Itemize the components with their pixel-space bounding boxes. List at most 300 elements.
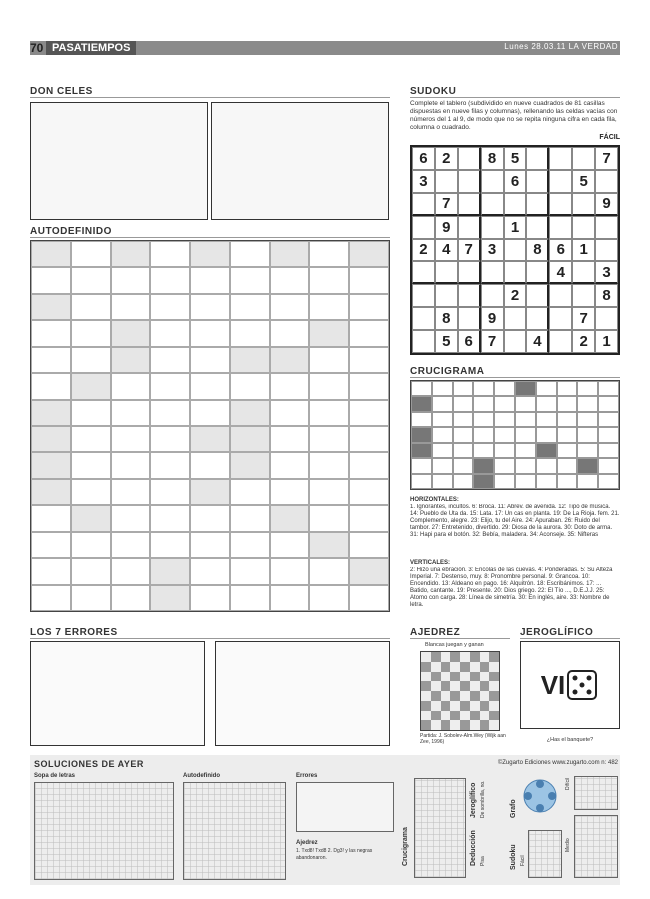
sudoku-cell[interactable] <box>526 216 549 239</box>
crucigrama-cell[interactable] <box>453 381 474 396</box>
sudoku-cell[interactable]: 4 <box>526 330 549 353</box>
crucigrama-cell[interactable] <box>515 396 536 411</box>
chess-square[interactable] <box>480 681 490 691</box>
sudoku-cell[interactable] <box>458 307 481 330</box>
sudoku-cell[interactable] <box>526 170 549 193</box>
chess-square[interactable] <box>489 711 499 721</box>
crucigrama-cell[interactable] <box>515 427 536 442</box>
chess-square[interactable] <box>431 701 441 711</box>
sudoku-cell[interactable] <box>526 261 549 284</box>
sudoku-cell[interactable] <box>549 330 572 353</box>
crucigrama-cell[interactable] <box>598 443 619 458</box>
autodefinido-cell[interactable] <box>230 532 270 558</box>
sudoku-cell[interactable] <box>595 307 618 330</box>
autodefinido-cell[interactable] <box>71 347 111 373</box>
sudoku-cell[interactable]: 5 <box>572 170 595 193</box>
crucigrama-cell[interactable] <box>453 458 474 473</box>
autodefinido-cell[interactable] <box>71 400 111 426</box>
sudoku-cell[interactable] <box>549 147 572 170</box>
sudoku-cell[interactable]: 7 <box>595 147 618 170</box>
chess-square[interactable] <box>431 662 441 672</box>
chess-square[interactable] <box>441 662 451 672</box>
sudoku-cell[interactable] <box>412 284 435 307</box>
sudoku-cell[interactable]: 6 <box>504 170 527 193</box>
sudoku-cell[interactable] <box>481 193 504 216</box>
sudoku-cell[interactable] <box>458 284 481 307</box>
crucigrama-cell[interactable] <box>598 412 619 427</box>
sudoku-cell[interactable] <box>435 284 458 307</box>
chess-square[interactable] <box>450 701 460 711</box>
autodefinido-cell[interactable] <box>349 532 389 558</box>
crucigrama-cell[interactable] <box>577 427 598 442</box>
chess-square[interactable] <box>460 711 470 721</box>
sudoku-cell[interactable] <box>504 330 527 353</box>
crucigrama-cell[interactable] <box>536 427 557 442</box>
crucigrama-cell[interactable] <box>453 474 474 489</box>
crucigrama-cell[interactable] <box>473 412 494 427</box>
chess-square[interactable] <box>441 672 451 682</box>
sudoku-cell[interactable] <box>458 170 481 193</box>
autodefinido-cell[interactable] <box>230 558 270 584</box>
sudoku-cell[interactable] <box>572 261 595 284</box>
autodefinido-cell[interactable] <box>150 426 190 452</box>
sudoku-cell[interactable]: 7 <box>481 330 504 353</box>
sudoku-cell[interactable]: 5 <box>504 147 527 170</box>
autodefinido-cell[interactable] <box>71 320 111 346</box>
crucigrama-cell[interactable] <box>536 396 557 411</box>
autodefinido-cell[interactable] <box>270 532 310 558</box>
sudoku-cell[interactable] <box>412 330 435 353</box>
crucigrama-cell[interactable] <box>598 474 619 489</box>
crucigrama-cell[interactable] <box>557 427 578 442</box>
autodefinido-cell[interactable] <box>270 452 310 478</box>
crucigrama-cell[interactable] <box>473 381 494 396</box>
crucigrama-cell[interactable] <box>432 458 453 473</box>
sudoku-cell[interactable]: 5 <box>435 330 458 353</box>
sudoku-cell[interactable] <box>458 193 481 216</box>
sudoku-cell[interactable]: 6 <box>458 330 481 353</box>
chess-board[interactable] <box>420 651 500 731</box>
sudoku-cell[interactable] <box>572 216 595 239</box>
crucigrama-cell[interactable] <box>432 474 453 489</box>
autodefinido-cell[interactable] <box>309 400 349 426</box>
sudoku-cell[interactable]: 3 <box>595 261 618 284</box>
autodefinido-cell[interactable] <box>190 320 230 346</box>
sudoku-cell[interactable]: 9 <box>435 216 458 239</box>
crucigrama-cell[interactable] <box>515 443 536 458</box>
chess-square[interactable] <box>431 681 441 691</box>
sudoku-cell[interactable] <box>481 261 504 284</box>
sudoku-cell[interactable] <box>549 170 572 193</box>
autodefinido-cell[interactable] <box>111 426 151 452</box>
autodefinido-cell[interactable] <box>349 505 389 531</box>
chess-square[interactable] <box>441 681 451 691</box>
sudoku-cell[interactable]: 8 <box>595 284 618 307</box>
autodefinido-cell[interactable] <box>349 452 389 478</box>
chess-square[interactable] <box>450 691 460 701</box>
chess-square[interactable] <box>450 652 460 662</box>
autodefinido-cell[interactable] <box>71 479 111 505</box>
crucigrama-cell[interactable] <box>557 412 578 427</box>
crucigrama-cell[interactable] <box>557 381 578 396</box>
autodefinido-cell[interactable] <box>31 558 71 584</box>
chess-square[interactable] <box>489 681 499 691</box>
autodefinido-cell[interactable] <box>71 241 111 267</box>
autodefinido-cell[interactable] <box>309 479 349 505</box>
chess-square[interactable] <box>421 691 431 701</box>
autodefinido-cell[interactable] <box>270 294 310 320</box>
autodefinido-cell[interactable] <box>309 347 349 373</box>
sudoku-cell[interactable]: 2 <box>435 147 458 170</box>
autodefinido-cell[interactable] <box>190 558 230 584</box>
autodefinido-cell[interactable] <box>349 479 389 505</box>
chess-square[interactable] <box>480 672 490 682</box>
crucigrama-cell[interactable] <box>494 381 515 396</box>
sudoku-cell[interactable] <box>526 147 549 170</box>
autodefinido-cell[interactable] <box>190 505 230 531</box>
autodefinido-cell[interactable] <box>270 320 310 346</box>
crucigrama-cell[interactable] <box>494 427 515 442</box>
sudoku-cell[interactable]: 1 <box>504 216 527 239</box>
chess-square[interactable] <box>470 720 480 730</box>
autodefinido-cell[interactable] <box>349 400 389 426</box>
chess-square[interactable] <box>489 652 499 662</box>
autodefinido-cell[interactable] <box>190 400 230 426</box>
crucigrama-cell[interactable] <box>536 381 557 396</box>
autodefinido-cell[interactable] <box>309 505 349 531</box>
sudoku-cell[interactable] <box>595 216 618 239</box>
crucigrama-cell[interactable] <box>577 396 598 411</box>
sudoku-cell[interactable] <box>572 193 595 216</box>
autodefinido-cell[interactable] <box>111 558 151 584</box>
chess-square[interactable] <box>450 720 460 730</box>
sudoku-cell[interactable] <box>504 193 527 216</box>
crucigrama-cell[interactable] <box>557 458 578 473</box>
sudoku-cell[interactable] <box>504 239 527 262</box>
crucigrama-cell[interactable] <box>432 412 453 427</box>
autodefinido-cell[interactable] <box>230 505 270 531</box>
sudoku-cell[interactable] <box>412 216 435 239</box>
chess-square[interactable] <box>421 720 431 730</box>
crucigrama-cell[interactable] <box>473 396 494 411</box>
chess-square[interactable] <box>450 662 460 672</box>
autodefinido-cell[interactable] <box>31 320 71 346</box>
chess-square[interactable] <box>460 691 470 701</box>
autodefinido-cell[interactable] <box>230 373 270 399</box>
sudoku-cell[interactable]: 8 <box>526 239 549 262</box>
crucigrama-cell[interactable] <box>411 458 432 473</box>
sudoku-cell[interactable]: 4 <box>435 239 458 262</box>
autodefinido-cell[interactable] <box>349 267 389 293</box>
autodefinido-cell[interactable] <box>31 532 71 558</box>
autodefinido-cell[interactable] <box>190 585 230 611</box>
crucigrama-cell[interactable] <box>536 474 557 489</box>
crucigrama-cell[interactable] <box>473 427 494 442</box>
autodefinido-cell[interactable] <box>270 267 310 293</box>
autodefinido-cell[interactable] <box>270 558 310 584</box>
chess-square[interactable] <box>460 720 470 730</box>
crucigrama-cell[interactable] <box>453 427 474 442</box>
crucigrama-cell[interactable] <box>557 474 578 489</box>
autodefinido-cell[interactable] <box>150 320 190 346</box>
autodefinido-cell[interactable] <box>111 585 151 611</box>
autodefinido-cell[interactable] <box>71 426 111 452</box>
autodefinido-cell[interactable] <box>31 373 71 399</box>
autodefinido-cell[interactable] <box>270 400 310 426</box>
autodefinido-cell[interactable] <box>111 267 151 293</box>
autodefinido-cell[interactable] <box>150 373 190 399</box>
sudoku-cell[interactable]: 9 <box>481 307 504 330</box>
sudoku-cell[interactable] <box>549 216 572 239</box>
crucigrama-cell[interactable] <box>432 396 453 411</box>
autodefinido-cell[interactable] <box>111 373 151 399</box>
sudoku-cell[interactable] <box>595 239 618 262</box>
chess-square[interactable] <box>460 672 470 682</box>
chess-square[interactable] <box>470 691 480 701</box>
chess-square[interactable] <box>421 711 431 721</box>
autodefinido-cell[interactable] <box>190 267 230 293</box>
autodefinido-cell[interactable] <box>309 241 349 267</box>
chess-square[interactable] <box>489 701 499 711</box>
sudoku-cell[interactable] <box>481 284 504 307</box>
sudoku-cell[interactable] <box>458 261 481 284</box>
sudoku-cell[interactable]: 8 <box>481 147 504 170</box>
autodefinido-cell[interactable] <box>111 400 151 426</box>
sudoku-cell[interactable] <box>595 170 618 193</box>
autodefinido-cell[interactable] <box>150 347 190 373</box>
crucigrama-cell[interactable] <box>515 474 536 489</box>
autodefinido-cell[interactable] <box>190 532 230 558</box>
autodefinido-cell[interactable] <box>111 452 151 478</box>
autodefinido-cell[interactable] <box>309 294 349 320</box>
autodefinido-cell[interactable] <box>230 585 270 611</box>
autodefinido-cell[interactable] <box>349 320 389 346</box>
chess-square[interactable] <box>431 711 441 721</box>
crucigrama-cell[interactable] <box>598 427 619 442</box>
crucigrama-cell[interactable] <box>411 381 432 396</box>
autodefinido-cell[interactable] <box>309 585 349 611</box>
autodefinido-cell[interactable] <box>309 426 349 452</box>
autodefinido-cell[interactable] <box>230 294 270 320</box>
crucigrama-cell[interactable] <box>494 458 515 473</box>
sudoku-cell[interactable] <box>412 193 435 216</box>
chess-square[interactable] <box>450 681 460 691</box>
chess-square[interactable] <box>470 701 480 711</box>
autodefinido-cell[interactable] <box>150 479 190 505</box>
sudoku-cell[interactable]: 7 <box>435 193 458 216</box>
sudoku-cell[interactable] <box>549 307 572 330</box>
sudoku-cell[interactable] <box>435 170 458 193</box>
autodefinido-cell[interactable] <box>270 426 310 452</box>
autodefinido-cell[interactable] <box>230 267 270 293</box>
sudoku-cell[interactable] <box>572 147 595 170</box>
autodefinido-cell[interactable] <box>150 294 190 320</box>
sudoku-cell[interactable] <box>526 307 549 330</box>
sudoku-cell[interactable]: 9 <box>595 193 618 216</box>
crucigrama-cell[interactable] <box>494 443 515 458</box>
autodefinido-cell[interactable] <box>71 452 111 478</box>
sudoku-cell[interactable]: 2 <box>572 330 595 353</box>
autodefinido-cell[interactable] <box>230 320 270 346</box>
autodefinido-cell[interactable] <box>309 452 349 478</box>
chess-square[interactable] <box>460 662 470 672</box>
crucigrama-cell[interactable] <box>557 443 578 458</box>
autodefinido-cell[interactable] <box>270 585 310 611</box>
autodefinido-cell[interactable] <box>111 294 151 320</box>
crucigrama-cell[interactable] <box>577 381 598 396</box>
autodefinido-cell[interactable] <box>31 505 71 531</box>
sudoku-cell[interactable] <box>572 284 595 307</box>
crucigrama-cell[interactable] <box>598 396 619 411</box>
autodefinido-cell[interactable] <box>150 505 190 531</box>
sudoku-cell[interactable] <box>549 193 572 216</box>
sudoku-cell[interactable] <box>435 261 458 284</box>
chess-square[interactable] <box>480 720 490 730</box>
crucigrama-cell[interactable] <box>598 381 619 396</box>
autodefinido-cell[interactable] <box>349 294 389 320</box>
sudoku-cell[interactable] <box>481 170 504 193</box>
sudoku-cell[interactable]: 8 <box>435 307 458 330</box>
crucigrama-cell[interactable] <box>557 396 578 411</box>
autodefinido-cell[interactable] <box>309 373 349 399</box>
crucigrama-cell[interactable] <box>411 474 432 489</box>
sudoku-cell[interactable]: 7 <box>572 307 595 330</box>
sudoku-cell[interactable] <box>526 284 549 307</box>
sudoku-cell[interactable] <box>549 284 572 307</box>
chess-square[interactable] <box>421 662 431 672</box>
chess-square[interactable] <box>441 701 451 711</box>
sudoku-cell[interactable]: 4 <box>549 261 572 284</box>
sudoku-cell[interactable] <box>458 147 481 170</box>
sudoku-cell[interactable]: 2 <box>504 284 527 307</box>
sudoku-cell[interactable] <box>481 216 504 239</box>
autodefinido-cell[interactable] <box>230 479 270 505</box>
chess-square[interactable] <box>450 672 460 682</box>
chess-square[interactable] <box>431 720 441 730</box>
sudoku-cell[interactable] <box>526 193 549 216</box>
crucigrama-cell[interactable] <box>453 396 474 411</box>
crucigrama-grid[interactable] <box>410 380 620 490</box>
crucigrama-cell[interactable] <box>494 396 515 411</box>
sudoku-cell[interactable]: 6 <box>549 239 572 262</box>
chess-square[interactable] <box>421 672 431 682</box>
chess-square[interactable] <box>470 681 480 691</box>
sudoku-cell[interactable] <box>458 216 481 239</box>
crucigrama-cell[interactable] <box>515 412 536 427</box>
chess-square[interactable] <box>421 652 431 662</box>
sudoku-cell[interactable]: 1 <box>595 330 618 353</box>
autodefinido-cell[interactable] <box>71 267 111 293</box>
autodefinido-cell[interactable] <box>150 267 190 293</box>
autodefinido-cell[interactable] <box>190 347 230 373</box>
autodefinido-cell[interactable] <box>150 452 190 478</box>
sudoku-cell[interactable]: 1 <box>572 239 595 262</box>
chess-square[interactable] <box>421 681 431 691</box>
chess-square[interactable] <box>470 652 480 662</box>
crucigrama-cell[interactable] <box>411 412 432 427</box>
autodefinido-cell[interactable] <box>309 558 349 584</box>
chess-square[interactable] <box>431 652 441 662</box>
crucigrama-cell[interactable] <box>432 443 453 458</box>
autodefinido-cell[interactable] <box>71 532 111 558</box>
crucigrama-cell[interactable] <box>577 443 598 458</box>
chess-square[interactable] <box>441 652 451 662</box>
chess-square[interactable] <box>489 720 499 730</box>
sudoku-cell[interactable] <box>412 307 435 330</box>
autodefinido-cell[interactable] <box>31 267 71 293</box>
chess-square[interactable] <box>470 711 480 721</box>
autodefinido-cell[interactable] <box>111 532 151 558</box>
chess-square[interactable] <box>489 691 499 701</box>
autodefinido-cell[interactable] <box>309 267 349 293</box>
chess-square[interactable] <box>450 711 460 721</box>
chess-square[interactable] <box>480 652 490 662</box>
sudoku-cell[interactable]: 3 <box>412 170 435 193</box>
autodefinido-cell[interactable] <box>190 373 230 399</box>
chess-square[interactable] <box>489 672 499 682</box>
autodefinido-cell[interactable] <box>349 373 389 399</box>
crucigrama-cell[interactable] <box>598 458 619 473</box>
sudoku-grid[interactable] <box>410 145 620 355</box>
autodefinido-cell[interactable] <box>349 426 389 452</box>
chess-square[interactable] <box>460 652 470 662</box>
crucigrama-cell[interactable] <box>577 412 598 427</box>
crucigrama-cell[interactable] <box>494 474 515 489</box>
chess-square[interactable] <box>480 711 490 721</box>
autodefinido-cell[interactable] <box>111 505 151 531</box>
chess-square[interactable] <box>470 672 480 682</box>
crucigrama-cell[interactable] <box>536 458 557 473</box>
chess-square[interactable] <box>431 691 441 701</box>
autodefinido-cell[interactable] <box>31 585 71 611</box>
autodefinido-cell[interactable] <box>71 294 111 320</box>
crucigrama-cell[interactable] <box>536 412 557 427</box>
sudoku-cell[interactable]: 6 <box>412 147 435 170</box>
crucigrama-cell[interactable] <box>515 458 536 473</box>
autodefinido-cell[interactable] <box>190 294 230 320</box>
chess-square[interactable] <box>431 672 441 682</box>
sudoku-cell[interactable] <box>504 307 527 330</box>
autodefinido-grid[interactable] <box>30 240 390 612</box>
autodefinido-cell[interactable] <box>31 347 71 373</box>
autodefinido-cell[interactable] <box>349 585 389 611</box>
chess-square[interactable] <box>460 701 470 711</box>
sudoku-cell[interactable]: 3 <box>481 239 504 262</box>
autodefinido-cell[interactable] <box>270 373 310 399</box>
sudoku-cell[interactable] <box>412 261 435 284</box>
autodefinido-cell[interactable] <box>190 452 230 478</box>
sudoku-cell[interactable]: 2 <box>412 239 435 262</box>
crucigrama-cell[interactable] <box>432 381 453 396</box>
autodefinido-cell[interactable] <box>71 585 111 611</box>
autodefinido-cell[interactable] <box>349 347 389 373</box>
sudoku-cell[interactable] <box>504 261 527 284</box>
autodefinido-cell[interactable] <box>270 479 310 505</box>
crucigrama-cell[interactable] <box>453 412 474 427</box>
crucigrama-cell[interactable] <box>432 427 453 442</box>
chess-square[interactable] <box>470 662 480 672</box>
chess-square[interactable] <box>441 711 451 721</box>
autodefinido-cell[interactable] <box>111 479 151 505</box>
chess-square[interactable] <box>421 701 431 711</box>
crucigrama-cell[interactable] <box>577 474 598 489</box>
chess-square[interactable] <box>480 691 490 701</box>
autodefinido-cell[interactable] <box>230 241 270 267</box>
crucigrama-cell[interactable] <box>473 443 494 458</box>
autodefinido-cell[interactable] <box>150 400 190 426</box>
chess-square[interactable] <box>441 691 451 701</box>
chess-square[interactable] <box>480 701 490 711</box>
